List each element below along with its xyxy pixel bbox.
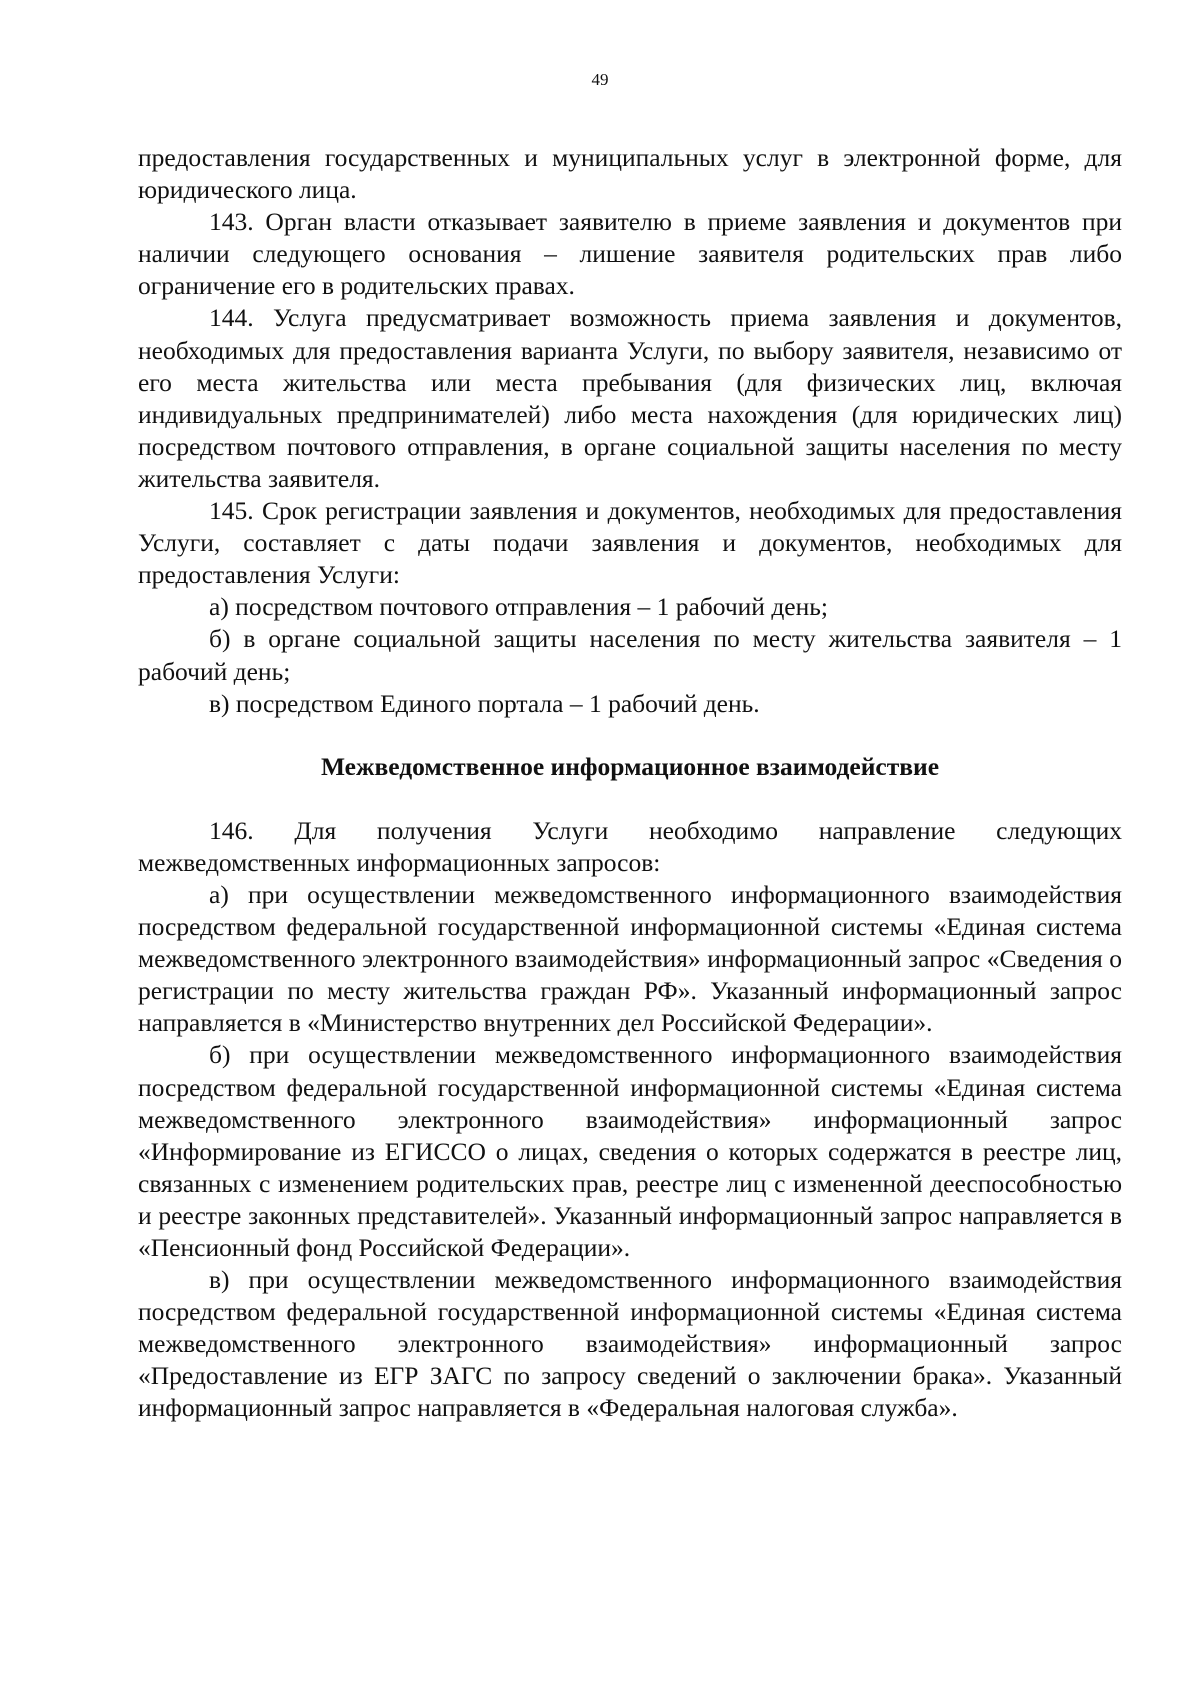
paragraph-145: 145. Срок регистрации заявления и документов, необходимых для предоставления Услуги, составляет с даты подачи заявления и документов, необходимых для предоставления Услуги: <box>138 496 1122 590</box>
list-item-b: б) в органе социальной защиты населения по месту жительства заявителя – 1 рабочий день; <box>138 624 1122 686</box>
paragraph-143: 143. Орган власти отказывает заявителю в приеме заявления и документов при наличии следующего основания – лишение заявителя родительских прав либо ограничение его в родительских правах. <box>138 207 1122 301</box>
paragraph-144: 144. Услуга предусматривает возможность приема заявления и документов, необходимых для предоставления варианта Услуги, по выбору заявителя, независимо от его места жительства или места пребывания (для физических лиц, включая индивидуальных предпринимателей) либо места нахождения (для юридических лиц) посредством почтового отправления, в органе социальной защиты населения по месту жительства заявителя. <box>138 303 1122 493</box>
request-item-b: б) при осуществлении межведомственного информационного взаимодействия посредством федеральной государственной информационной системы «Единая система межведомственного электронного взаимодействия» информационный запрос «Информирование из ЕГИССО о лицах, сведения о которых содержатся в реестре лиц, связанных с изменением родительских прав, реестре лиц с измененной дееспособностью и реестре законных представителей». Указанный информационный запрос направляется в «Пенсионный фонд Российской Федерации». <box>138 1040 1122 1262</box>
request-item-c: в) при осуществлении межведомственного информационного взаимодействия посредством федеральной государственной информационной системы «Единая система межведомственного электронного взаимодействия» информационный запрос «Предоставление из ЕГР ЗАГС по запросу сведений о заключении брака». Указанный информационный запрос направляется в «Федеральная налоговая служба». <box>138 1265 1122 1423</box>
paragraph-146: 146. Для получения Услуги необходимо направление следующих межведомственных информационных запросов: <box>138 815 1122 877</box>
request-item-a: а) при осуществлении межведомственного информационного взаимодействия посредством федеральной государственной информационной системы «Единая система межведомственного электронного взаимодействия» информационный запрос «Сведения о регистрации по месту жительства граждан РФ». Указанный информационный запрос направляется в «Министерство внутренних дел Российской Федерации». <box>138 879 1122 1038</box>
list-item-a: а) посредством почтового отправления – 1 рабочий день; <box>209 592 828 622</box>
section-heading: Межведомственное информационное взаимодействие <box>320 751 940 781</box>
list-item-c: в) посредством Единого портала – 1 рабочий день. <box>209 688 760 718</box>
page-number: 49 <box>591 70 609 89</box>
document-body <box>138 142 1122 1425</box>
paragraph-continuation: предоставления государственных и муниципальных услуг в электронной форме, для юридического лица. <box>138 143 1122 205</box>
